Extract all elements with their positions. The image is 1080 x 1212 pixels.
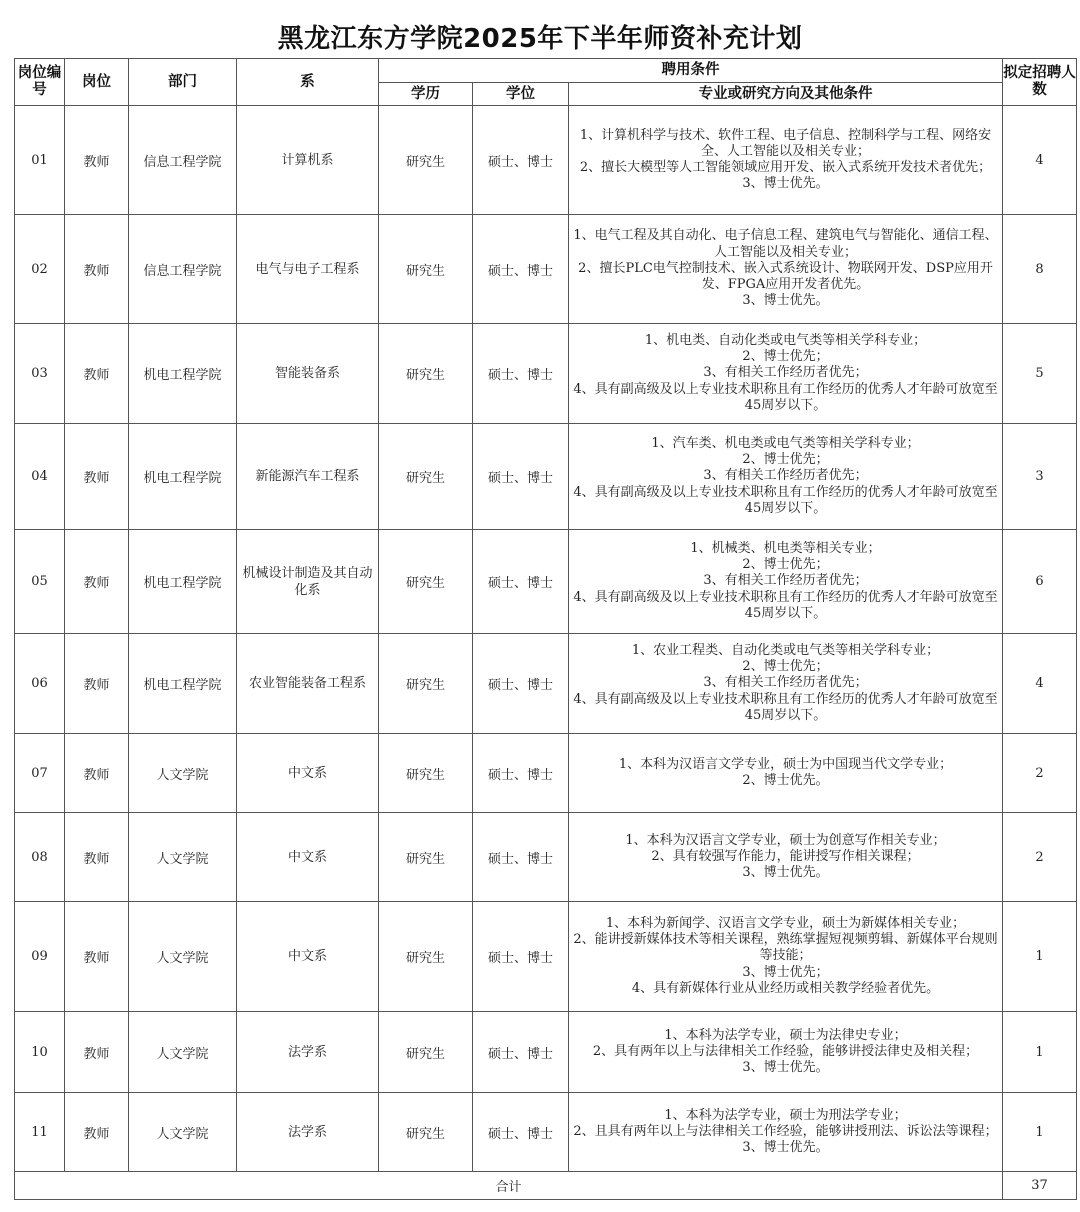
condition-line: 3、有相关工作经历者优先； bbox=[703, 365, 868, 381]
position-cell: 教师 bbox=[65, 424, 129, 530]
condition-line: 1、电气工程及其自动化、电子信息工程、建筑电气与智能化、通信工程、人工智能以及相关专业； bbox=[573, 228, 998, 260]
header-department: 部门 bbox=[129, 59, 237, 106]
condition-line: 1、本科为汉语言文学专业，硕士为中国现当代文学专业； bbox=[618, 756, 953, 772]
condition-line: 3、博士优先。 bbox=[742, 865, 829, 881]
position-code-cell: 07 bbox=[15, 734, 65, 813]
department-cell: 机电工程学院 bbox=[129, 324, 237, 424]
condition-line: 1、本科为法学专业，硕士为刑法学专业； bbox=[664, 1107, 907, 1123]
table-row bbox=[15, 324, 1077, 424]
header-education: 学历 bbox=[379, 83, 473, 106]
condition-line: 2、且具有两年以上与法律相关工作经验，能够讲授刑法、诉讼法等课程； bbox=[573, 1123, 998, 1139]
degree-cell: 硕士、博士 bbox=[473, 634, 569, 734]
degree-cell: 硕士、博士 bbox=[473, 1093, 569, 1172]
position-cell: 教师 bbox=[65, 530, 129, 634]
position-code-cell: 03 bbox=[15, 324, 65, 424]
condition-line: 4、具有副高级及以上专业技术职称且有工作经历的优秀人才年龄可放宽至45周岁以下。 bbox=[573, 589, 998, 621]
degree-cell: 硕士、博士 bbox=[473, 530, 569, 634]
degree-cell: 硕士、博士 bbox=[473, 106, 569, 215]
position-code-cell: 04 bbox=[15, 424, 65, 530]
table-row bbox=[15, 634, 1077, 734]
department-cell: 机电工程学院 bbox=[129, 424, 237, 530]
conditions-cell bbox=[569, 902, 1003, 1012]
education-cell: 研究生 bbox=[379, 215, 473, 324]
education-cell: 研究生 bbox=[379, 634, 473, 734]
header-conditions: 聘用条件 bbox=[379, 59, 1003, 83]
condition-line: 2、博士优先； bbox=[742, 349, 829, 365]
quota-cell: 4 bbox=[1003, 634, 1077, 734]
degree-cell: 硕士、博士 bbox=[473, 424, 569, 530]
education-cell: 研究生 bbox=[379, 324, 473, 424]
education-cell: 研究生 bbox=[379, 734, 473, 813]
condition-line: 1、农业工程类、自动化类或电气类等相关学科专业； bbox=[631, 642, 940, 658]
faculty-cell: 中文系 bbox=[237, 813, 379, 902]
position-code-cell: 02 bbox=[15, 215, 65, 324]
table-row bbox=[15, 1093, 1077, 1172]
position-cell: 教师 bbox=[65, 734, 129, 813]
condition-line: 3、博士优先。 bbox=[742, 293, 829, 309]
condition-line: 2、博士优先。 bbox=[742, 773, 829, 788]
quota-cell: 3 bbox=[1003, 424, 1077, 530]
header-row bbox=[15, 59, 1077, 83]
condition-line: 3、有相关工作经历者优先； bbox=[703, 675, 868, 691]
conditions-cell bbox=[569, 424, 1003, 530]
table-row bbox=[15, 215, 1077, 324]
position-cell: 教师 bbox=[65, 1012, 129, 1093]
total-label: 合计 bbox=[15, 1172, 1003, 1200]
department-cell: 信息工程学院 bbox=[129, 106, 237, 215]
position-code-cell: 06 bbox=[15, 634, 65, 734]
table-row bbox=[15, 530, 1077, 634]
faculty-cell: 中文系 bbox=[237, 902, 379, 1012]
position-cell: 教师 bbox=[65, 634, 129, 734]
faculty-cell: 机械设计制造及其自动化系 bbox=[237, 530, 379, 634]
header-code: 岗位编号 bbox=[15, 59, 65, 106]
education-cell: 研究生 bbox=[379, 902, 473, 1012]
quota-cell: 1 bbox=[1003, 902, 1077, 1012]
condition-line: 1、本科为汉语言文学专业，硕士为创意写作相关专业； bbox=[625, 832, 946, 848]
degree-cell: 硕士、博士 bbox=[473, 813, 569, 902]
condition-line: 4、具有副高级及以上专业技术职称且有工作经历的优秀人才年龄可放宽至45周岁以下。 bbox=[573, 381, 998, 413]
education-cell: 研究生 bbox=[379, 813, 473, 902]
quota-cell: 1 bbox=[1003, 1012, 1077, 1093]
education-cell: 研究生 bbox=[379, 530, 473, 634]
condition-line: 2、能讲授新媒体技术等相关课程，熟练掌握短视频剪辑、新媒体平台规则等技能； bbox=[573, 932, 998, 964]
education-cell: 研究生 bbox=[379, 1093, 473, 1172]
condition-line: 1、汽车类、机电类或电气类等相关学科专业； bbox=[651, 435, 920, 451]
position-code-cell: 08 bbox=[15, 813, 65, 902]
condition-line: 2、擅长大模型等人工智能领域应用开发、嵌入式系统开发技术者优先； bbox=[579, 160, 992, 175]
condition-line: 1、本科为法学专业，硕士为法律史专业； bbox=[664, 1027, 907, 1043]
department-cell: 机电工程学院 bbox=[129, 530, 237, 634]
table-row bbox=[15, 106, 1077, 215]
table-row bbox=[15, 424, 1077, 530]
conditions-cell bbox=[569, 1093, 1003, 1172]
condition-line: 3、博士优先。 bbox=[742, 1060, 829, 1076]
faculty-cell: 法学系 bbox=[237, 1093, 379, 1172]
conditions-cell bbox=[569, 324, 1003, 424]
header-position: 岗位 bbox=[65, 59, 129, 106]
quota-cell: 1 bbox=[1003, 1093, 1077, 1172]
position-code-cell: 09 bbox=[15, 902, 65, 1012]
condition-line: 4、具有新媒体行业从业经历或相关教学经验者优先。 bbox=[631, 980, 940, 996]
education-cell: 研究生 bbox=[379, 106, 473, 215]
condition-line: 2、具有较强写作能力，能讲授写作相关课程； bbox=[651, 848, 920, 864]
table-row bbox=[15, 813, 1077, 902]
header-quota: 拟定招聘人数 bbox=[1003, 59, 1077, 106]
position-cell: 教师 bbox=[65, 813, 129, 902]
position-cell: 教师 bbox=[65, 324, 129, 424]
degree-cell: 硕士、博士 bbox=[473, 324, 569, 424]
condition-line: 3、有相关工作经历者优先； bbox=[703, 468, 868, 484]
faculty-cell: 电气与电子工程系 bbox=[237, 215, 379, 324]
position-code-cell: 11 bbox=[15, 1093, 65, 1172]
position-cell: 教师 bbox=[65, 215, 129, 324]
faculty-cell: 农业智能装备工程系 bbox=[237, 634, 379, 734]
condition-line: 1、本科为新闻学、汉语言文学专业，硕士为新媒体相关专业； bbox=[605, 915, 966, 931]
condition-line: 2、具有两年以上与法律相关工作经验，能够讲授法律史及相关程； bbox=[592, 1043, 979, 1059]
condition-line: 3、博士优先； bbox=[742, 964, 829, 980]
condition-line: 2、擅长PLC电气控制技术、嵌入式系统设计、物联网开发、DSP应用开发、FPGA应用开发者优先。 bbox=[578, 260, 993, 293]
condition-line: 2、博士优先； bbox=[742, 557, 829, 573]
degree-cell: 硕士、博士 bbox=[473, 215, 569, 324]
header-faculty: 系 bbox=[237, 59, 379, 106]
department-cell: 人文学院 bbox=[129, 902, 237, 1012]
quota-cell: 2 bbox=[1003, 734, 1077, 813]
recruitment-plan-table bbox=[14, 58, 1077, 1200]
department-cell: 信息工程学院 bbox=[129, 215, 237, 324]
condition-line: 1、计算机科学与技术、软件工程、电子信息、控制科学与工程、网络安全、人工智能以及相关专业； bbox=[579, 127, 992, 159]
condition-line: 3、博士优先。 bbox=[742, 1140, 829, 1156]
condition-line: 4、具有副高级及以上专业技术职称且有工作经历的优秀人才年龄可放宽至45周岁以下。 bbox=[573, 484, 998, 516]
department-cell: 人文学院 bbox=[129, 734, 237, 813]
degree-cell: 硕士、博士 bbox=[473, 1012, 569, 1093]
conditions-cell bbox=[569, 634, 1003, 734]
table-row bbox=[15, 734, 1077, 813]
department-cell: 人文学院 bbox=[129, 1012, 237, 1093]
header-degree: 学位 bbox=[473, 83, 569, 106]
education-cell: 研究生 bbox=[379, 1012, 473, 1093]
position-code-cell: 05 bbox=[15, 530, 65, 634]
quota-cell: 5 bbox=[1003, 324, 1077, 424]
total-row bbox=[15, 1172, 1077, 1200]
condition-line: 2、博士优先； bbox=[742, 452, 829, 468]
quota-cell: 2 bbox=[1003, 813, 1077, 902]
position-cell: 教师 bbox=[65, 1093, 129, 1172]
education-cell: 研究生 bbox=[379, 424, 473, 530]
condition-line: 1、机电类、自动化类或电气类等相关学科专业； bbox=[644, 332, 927, 348]
condition-line: 3、有相关工作经历者优先； bbox=[703, 573, 868, 589]
department-cell: 机电工程学院 bbox=[129, 634, 237, 734]
condition-line: 3、博士优先。 bbox=[742, 176, 829, 192]
condition-line: 4、具有副高级及以上专业技术职称且有工作经历的优秀人才年龄可放宽至45周岁以下。 bbox=[573, 691, 998, 723]
degree-cell: 硕士、博士 bbox=[473, 902, 569, 1012]
conditions-cell bbox=[569, 215, 1003, 324]
table-row bbox=[15, 1012, 1077, 1093]
conditions-cell bbox=[569, 106, 1003, 215]
department-cell: 人文学院 bbox=[129, 1093, 237, 1172]
position-cell: 教师 bbox=[65, 106, 129, 215]
position-code-cell: 01 bbox=[15, 106, 65, 215]
faculty-cell: 法学系 bbox=[237, 1012, 379, 1093]
quota-cell: 8 bbox=[1003, 215, 1077, 324]
header-requirements: 专业或研究方向及其他条件 bbox=[569, 83, 1003, 106]
conditions-cell bbox=[569, 734, 1003, 813]
condition-line: 2、博士优先； bbox=[742, 659, 829, 675]
quota-cell: 6 bbox=[1003, 530, 1077, 634]
degree-cell: 硕士、博士 bbox=[473, 734, 569, 813]
position-code-cell: 10 bbox=[15, 1012, 65, 1093]
conditions-cell bbox=[569, 813, 1003, 902]
page-title: 黑龙江东方学院2025年下半年师资补充计划 bbox=[277, 24, 803, 54]
faculty-cell: 中文系 bbox=[237, 734, 379, 813]
quota-cell: 4 bbox=[1003, 106, 1077, 215]
faculty-cell: 智能装备系 bbox=[237, 324, 379, 424]
condition-line: 1、机械类、机电类等相关专业； bbox=[690, 540, 881, 556]
faculty-cell: 计算机系 bbox=[237, 106, 379, 215]
conditions-cell bbox=[569, 530, 1003, 634]
total-value: 37 bbox=[1003, 1172, 1077, 1200]
conditions-cell bbox=[569, 1012, 1003, 1093]
department-cell: 人文学院 bbox=[129, 813, 237, 902]
table-row bbox=[15, 902, 1077, 1012]
faculty-cell: 新能源汽车工程系 bbox=[237, 424, 379, 530]
position-cell: 教师 bbox=[65, 902, 129, 1012]
